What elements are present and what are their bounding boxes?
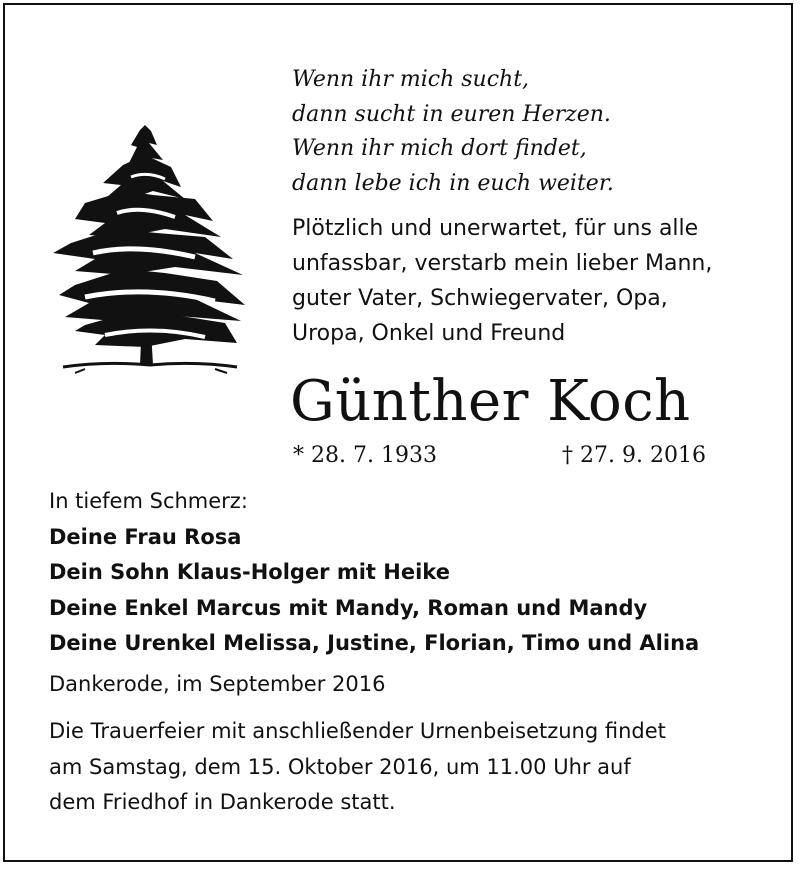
mourner-line: Deine Urenkel Melissa, Justine, Florian, Timo und Alina xyxy=(49,631,700,655)
announcement-line: guter Vater, Schwiegervater, Opa, xyxy=(292,286,668,311)
death-date: † 27. 9. 2016 xyxy=(562,443,706,468)
poem-line: Wenn ihr mich sucht, xyxy=(292,67,530,92)
birth-date: * 28. 7. 1933 xyxy=(293,443,437,468)
place-date: Dankerode, im September 2016 xyxy=(49,672,386,696)
funeral-service-info xyxy=(49,714,666,821)
service-line: am Samstag, dem 15. Oktober 2016, um 11.00 Uhr auf xyxy=(49,754,631,779)
announcement-text xyxy=(292,211,712,351)
conifer-tree-icon xyxy=(45,125,255,375)
mourner-line: Deine Frau Rosa xyxy=(49,524,242,549)
mourner-line: Dein Sohn Klaus-Holger mit Heike xyxy=(49,560,450,584)
poem-line: Wenn ihr mich dort findet, xyxy=(292,136,587,161)
announcement-line: Uropa, Onkel und Freund xyxy=(292,321,566,346)
obituary-frame xyxy=(3,3,793,862)
poem-line: dann sucht in euren Herzen. xyxy=(292,101,611,127)
deceased-name: Günther Koch xyxy=(290,369,691,434)
mourners-list xyxy=(49,484,699,662)
announcement-line: unfassbar, verstarb mein lieber Mann, xyxy=(292,251,713,276)
mourners-heading: In tiefem Schmerz: xyxy=(49,489,248,513)
memorial-poem xyxy=(292,63,614,201)
mourner-line: Deine Enkel Marcus mit Mandy, Roman und Mandy xyxy=(49,595,648,620)
announcement-line: Plötzlich und unerwartet, für uns alle xyxy=(292,216,699,241)
service-line: dem Friedhof in Dankerode statt. xyxy=(49,790,396,814)
service-line: Die Trauerfeier mit anschließender Urnenbeisetzung findet xyxy=(49,719,666,743)
poem-line: dann lebe ich in euch weiter. xyxy=(292,170,614,196)
